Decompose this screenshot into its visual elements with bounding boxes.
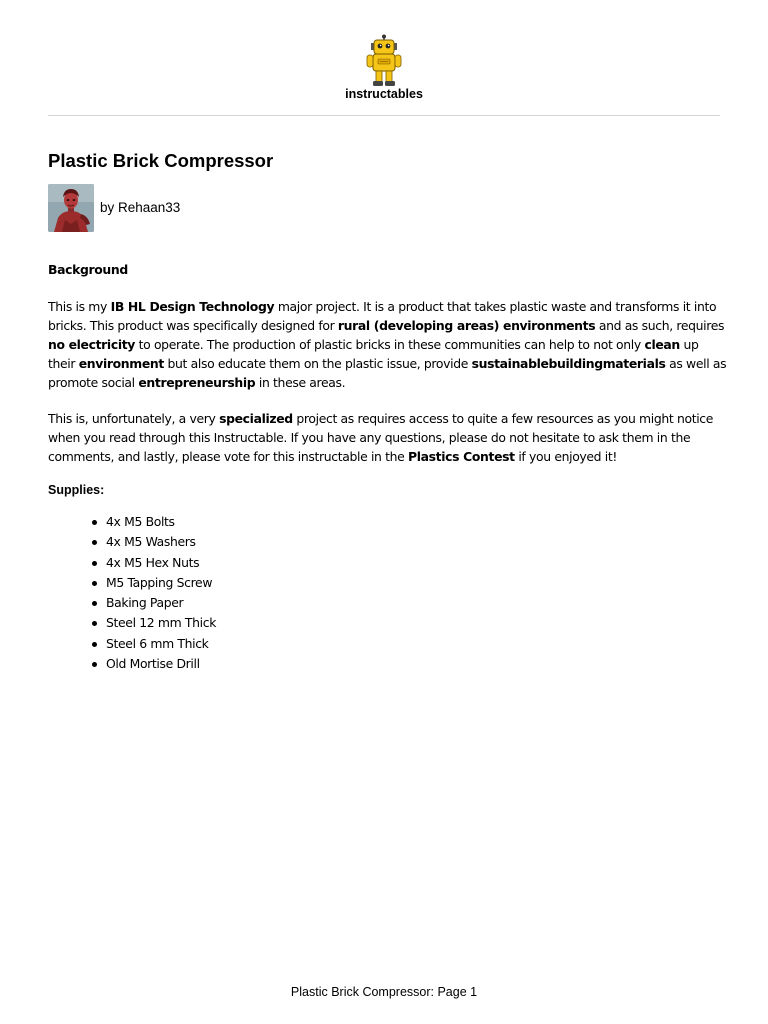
text-run: if you enjoyed it!	[514, 449, 617, 464]
page-footer: Plastic Brick Compressor: Page 1	[290, 985, 478, 999]
supply-item-label: 4x M5 Bolts	[106, 514, 175, 529]
supplies-list	[48, 512, 728, 674]
text-run: in these areas.	[255, 375, 346, 390]
bold-phrase: rural (developing areas) environments	[337, 318, 596, 333]
text-run: and as such, requires	[595, 318, 725, 333]
section-heading-supplies: Supplies:	[48, 483, 105, 497]
text-run: major project. It is a product that takes plastic waste and transforms it into bricks. This product was specifically designed for	[48, 299, 717, 333]
text-run: project as requires access to quite a few resources as you might notice when you read through this Instructable. If you have any questions, please do not hesitate to ask them in the comments, and lastly, please vote for this instructable in the	[48, 411, 714, 464]
section-heading-background: Background	[48, 262, 128, 277]
brand-name[interactable]: instructables	[345, 87, 423, 101]
bold-phrase: entrepreneurship	[138, 375, 256, 390]
supply-item-label: 4x M5 Washers	[106, 534, 196, 550]
supply-item-label: Baking Paper	[106, 595, 184, 611]
supply-list-item	[48, 634, 728, 654]
supply-item-label: Steel 6 mm Thick	[106, 635, 209, 651]
article-body	[48, 260, 728, 674]
page-title: Plastic Brick Compressor	[48, 150, 274, 171]
supply-item-label: M5 Tapping Screw	[106, 574, 213, 590]
text-run: This is my	[48, 299, 111, 314]
bold-phrase: IB HL Design Technology	[110, 299, 275, 314]
bold-phrase: environment	[78, 356, 164, 371]
background-paragraph-1	[48, 297, 728, 392]
author-avatar[interactable]	[48, 184, 94, 232]
supply-list-item	[48, 654, 728, 674]
supply-list-item	[48, 512, 728, 532]
bullet-icon	[92, 621, 97, 626]
author-byline[interactable]: by Rehaan33	[100, 200, 181, 215]
background-paragraph-2	[48, 409, 728, 466]
supply-list-item	[48, 532, 728, 552]
supply-item-label: Steel 12 mm Thick	[106, 615, 217, 631]
supply-list-item	[48, 613, 728, 633]
header-divider	[48, 115, 720, 116]
bullet-icon	[92, 540, 97, 545]
text-run: up their	[48, 337, 699, 371]
supply-list-item	[48, 593, 728, 613]
bold-phrase: no electricity	[48, 337, 136, 352]
instructables-robot-icon[interactable]	[362, 34, 406, 88]
bullet-icon	[92, 581, 97, 586]
supply-list-item	[48, 553, 728, 573]
bold-phrase: clean	[644, 337, 680, 352]
page-header	[0, 0, 768, 116]
bullet-icon	[92, 520, 97, 525]
supply-item-label: Old Mortise Drill	[106, 656, 200, 672]
supply-list-item	[48, 573, 728, 593]
bold-phrase: Plastics Contest	[408, 449, 515, 464]
bold-phrase: specialized	[219, 411, 293, 426]
bullet-icon	[92, 662, 97, 667]
supply-item-label: 4x M5 Hex Nuts	[106, 554, 200, 570]
bullet-icon	[92, 642, 97, 647]
bullet-icon	[92, 601, 97, 606]
bullet-icon	[92, 561, 97, 566]
text-run: to operate. The production of plastic bricks in these communities can help to not only	[135, 337, 645, 352]
bold-phrase: sustainablebuildingmaterials	[471, 356, 666, 371]
text-run: This is, unfortunately, a very	[48, 411, 220, 426]
text-run: as well as promote social	[48, 356, 727, 390]
text-run: but also educate them on the plastic issue, provide	[163, 356, 472, 371]
